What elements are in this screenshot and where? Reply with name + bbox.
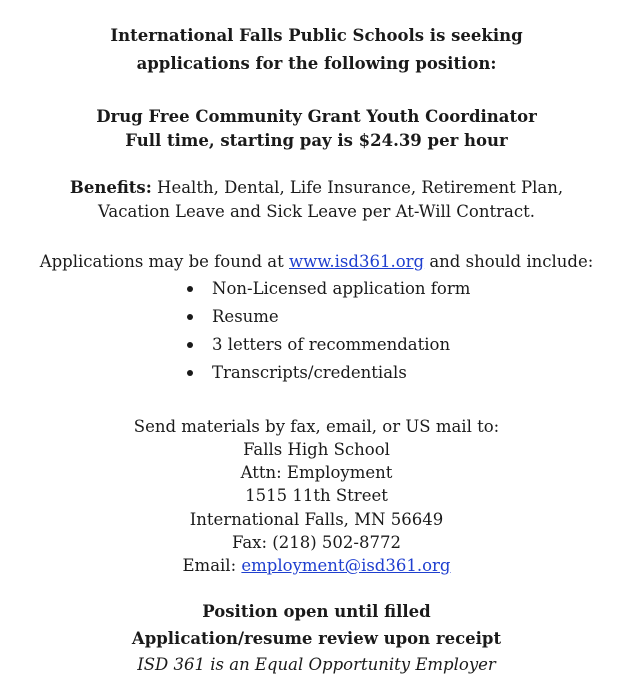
list-item-text: 3 letters of recommendation [212, 335, 451, 354]
website-link[interactable]: www.isd361.org [289, 252, 425, 271]
list-item [185, 306, 470, 334]
benefits-label: Benefits: [69, 178, 152, 197]
send-street: 1515 11th Street [245, 486, 388, 505]
send-city: International Falls, MN 56649 [189, 510, 444, 529]
bullet-icon [187, 286, 193, 292]
footer-eeo: ISD 361 is an Equal Opportunity Employer [137, 655, 496, 674]
email-link[interactable]: employment@isd361.org [241, 556, 451, 575]
header-line-2: applications for the following position: [136, 54, 497, 73]
header-line-1: International Falls Public Schools is seeking [110, 26, 523, 45]
applications-line [0, 252, 633, 271]
benefits-line-2: Vacation Leave and Sick Leave per At-Will Contract. [98, 202, 535, 221]
list-item-text: Resume [212, 307, 279, 326]
applications-prefix: Applications may be found at [39, 252, 289, 271]
list-item [185, 334, 470, 362]
requirements-list [185, 278, 470, 390]
list-item [185, 362, 470, 390]
list-item [185, 278, 470, 306]
send-school: Falls High School [243, 440, 390, 459]
position-title: Drug Free Community Grant Youth Coordinator [96, 107, 537, 126]
footer-open: Position open until filled [202, 602, 431, 621]
list-item-text: Transcripts/credentials [212, 363, 407, 382]
benefits-line-1 [0, 178, 633, 197]
bullet-icon [187, 314, 193, 320]
send-fax: Fax: (218) 502-8772 [232, 533, 401, 552]
list-item-text: Non-Licensed application form [212, 279, 471, 298]
send-intro: Send materials by fax, email, or US mail to: [133, 417, 500, 436]
send-email-line [0, 556, 633, 575]
email-label: Email: [182, 556, 242, 575]
applications-suffix: and should include: [424, 252, 594, 271]
benefits-text-1: Health, Dental, Life Insurance, Retirement Plan, [151, 178, 564, 197]
footer-review: Application/resume review upon receipt [131, 629, 502, 648]
send-attn: Attn: Employment [240, 463, 393, 482]
bullet-icon [187, 370, 193, 376]
bullet-icon [187, 342, 193, 348]
position-pay: Full time, starting pay is $24.39 per hour [125, 131, 508, 150]
